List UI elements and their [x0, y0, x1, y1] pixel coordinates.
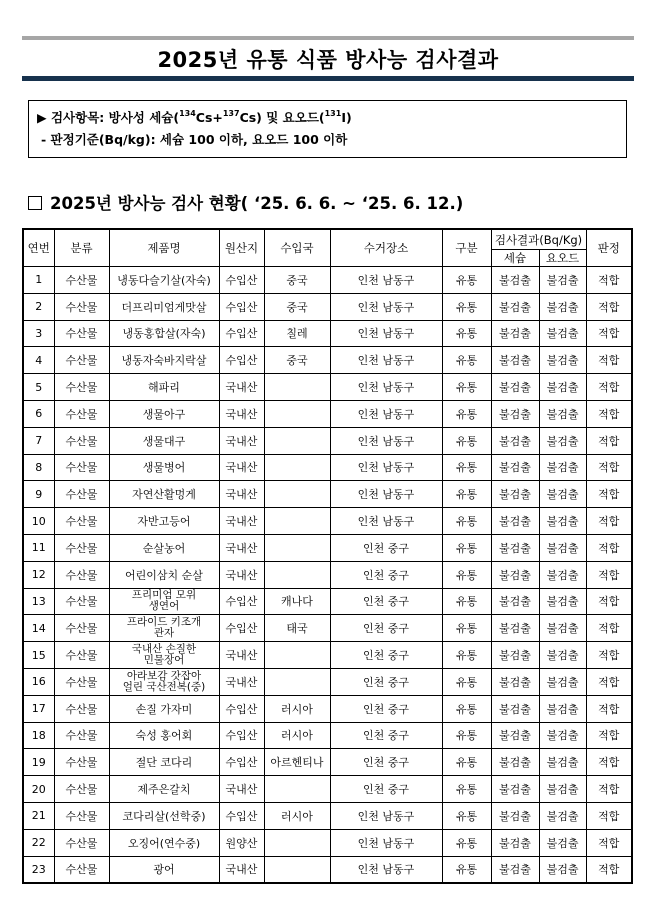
row-iodine: 불검출: [539, 695, 586, 722]
row-verdict: 적합: [586, 856, 632, 883]
row-origin: 국내산: [219, 642, 264, 669]
table-row: [23, 668, 632, 695]
row-no: 6: [23, 400, 54, 427]
row-product: 오징어(연수중): [109, 829, 219, 856]
section-heading: [28, 190, 463, 214]
row-verdict: 적합: [586, 267, 632, 294]
row-iodine: 불검출: [539, 642, 586, 669]
row-import-country: 아르헨티나: [264, 749, 330, 776]
row-category: 수산물: [54, 588, 109, 615]
row-origin: 국내산: [219, 668, 264, 695]
row-cesium: 불검출: [491, 320, 539, 347]
table-row: [23, 776, 632, 803]
table-row: [23, 695, 632, 722]
row-iodine: 불검출: [539, 400, 586, 427]
row-verdict: 적합: [586, 615, 632, 642]
row-no: 16: [23, 668, 54, 695]
row-no: 13: [23, 588, 54, 615]
row-import-country: 칠레: [264, 320, 330, 347]
row-verdict: 적합: [586, 481, 632, 508]
row-import-country: [264, 776, 330, 803]
row-type: 유통: [442, 856, 491, 883]
test-items-line: [37, 107, 626, 129]
row-iodine: 불검출: [539, 615, 586, 642]
row-iodine: 불검출: [539, 668, 586, 695]
header-import-country: 수입국: [264, 229, 330, 267]
row-type: 유통: [442, 642, 491, 669]
row-cesium: 불검출: [491, 561, 539, 588]
row-iodine: 불검출: [539, 722, 586, 749]
row-verdict: 적합: [586, 722, 632, 749]
row-import-country: [264, 561, 330, 588]
row-product: 자반고등어: [109, 508, 219, 535]
row-verdict: 적합: [586, 749, 632, 776]
row-location: 인천 중구: [330, 695, 442, 722]
row-type: 유통: [442, 400, 491, 427]
row-verdict: 적합: [586, 508, 632, 535]
row-category: 수산물: [54, 802, 109, 829]
row-import-country: 중국: [264, 293, 330, 320]
row-location: 인천 중구: [330, 642, 442, 669]
row-product: 손질 가자미: [109, 695, 219, 722]
row-iodine: 불검출: [539, 776, 586, 803]
row-category: 수산물: [54, 615, 109, 642]
row-iodine: 불검출: [539, 829, 586, 856]
row-product: 아라보감 갓잡아 얼린 국산전복(중): [109, 668, 219, 695]
test-items-text: ▶ 검사항목: 방사성 세슘(: [37, 110, 180, 125]
row-import-country: [264, 642, 330, 669]
title-bottom-rule: [22, 76, 634, 81]
title-top-rule: [22, 36, 634, 40]
row-location: 인천 중구: [330, 534, 442, 561]
row-location: 인천 남동구: [330, 293, 442, 320]
row-no: 23: [23, 856, 54, 883]
row-type: 유통: [442, 829, 491, 856]
row-origin: 수입산: [219, 802, 264, 829]
row-category: 수산물: [54, 454, 109, 481]
row-origin: 수입산: [219, 267, 264, 294]
row-no: 22: [23, 829, 54, 856]
row-origin: 국내산: [219, 534, 264, 561]
row-origin: 수입산: [219, 615, 264, 642]
row-iodine: 불검출: [539, 561, 586, 588]
row-location: 인천 중구: [330, 776, 442, 803]
row-type: 유통: [442, 293, 491, 320]
cs-text: Cs+: [195, 110, 223, 125]
row-no: 2: [23, 293, 54, 320]
row-type: 유통: [442, 668, 491, 695]
row-category: 수산물: [54, 749, 109, 776]
row-no: 3: [23, 320, 54, 347]
row-category: 수산물: [54, 427, 109, 454]
row-verdict: 적합: [586, 561, 632, 588]
row-cesium: 불검출: [491, 802, 539, 829]
row-category: 수산물: [54, 722, 109, 749]
row-origin: 국내산: [219, 856, 264, 883]
row-import-country: [264, 856, 330, 883]
row-location: 인천 남동구: [330, 320, 442, 347]
row-iodine: 불검출: [539, 267, 586, 294]
row-product: 생물아구: [109, 400, 219, 427]
row-verdict: 적합: [586, 588, 632, 615]
criteria-line: - 판정기준(Bq/kg): 세슘 100 이하, 요오드 100 이하: [41, 132, 348, 147]
table-row: [23, 267, 632, 294]
table-row: [23, 749, 632, 776]
row-import-country: [264, 534, 330, 561]
row-no: 11: [23, 534, 54, 561]
row-iodine: 불검출: [539, 749, 586, 776]
row-type: 유통: [442, 695, 491, 722]
row-product: 숙성 홍어회: [109, 722, 219, 749]
row-origin: 수입산: [219, 722, 264, 749]
table-row: [23, 454, 632, 481]
row-category: 수산물: [54, 374, 109, 401]
row-no: 9: [23, 481, 54, 508]
row-iodine: 불검출: [539, 588, 586, 615]
row-cesium: 불검출: [491, 722, 539, 749]
row-import-country: 태국: [264, 615, 330, 642]
table-row: [23, 481, 632, 508]
table-row: [23, 427, 632, 454]
row-location: 인천 중구: [330, 615, 442, 642]
table-row: [23, 534, 632, 561]
row-origin: 국내산: [219, 454, 264, 481]
row-import-country: [264, 374, 330, 401]
row-origin: 수입산: [219, 293, 264, 320]
row-type: 유통: [442, 320, 491, 347]
row-no: 7: [23, 427, 54, 454]
row-location: 인천 남동구: [330, 400, 442, 427]
row-category: 수산물: [54, 534, 109, 561]
table-row: [23, 400, 632, 427]
row-origin: 국내산: [219, 374, 264, 401]
row-no: 14: [23, 615, 54, 642]
table-row: [23, 588, 632, 615]
row-iodine: 불검출: [539, 856, 586, 883]
row-product: 냉동홍합살(자숙): [109, 320, 219, 347]
row-product: 냉동다슬기살(자숙): [109, 267, 219, 294]
row-no: 1: [23, 267, 54, 294]
row-iodine: 불검출: [539, 454, 586, 481]
row-location: 인천 남동구: [330, 829, 442, 856]
row-origin: 국내산: [219, 481, 264, 508]
row-no: 5: [23, 374, 54, 401]
row-origin: 수입산: [219, 749, 264, 776]
row-category: 수산물: [54, 856, 109, 883]
header-location: 수거장소: [330, 229, 442, 267]
row-location: 인천 중구: [330, 668, 442, 695]
row-verdict: 적합: [586, 400, 632, 427]
row-location: 인천 중구: [330, 588, 442, 615]
page-title: 2025년 유통 식품 방사능 검사결과: [157, 48, 499, 72]
row-cesium: 불검출: [491, 481, 539, 508]
row-iodine: 불검출: [539, 481, 586, 508]
row-location: 인천 남동구: [330, 856, 442, 883]
row-product: 생물병어: [109, 454, 219, 481]
row-type: 유통: [442, 374, 491, 401]
row-product: 냉동자숙바지락살: [109, 347, 219, 374]
row-location: 인천 남동구: [330, 481, 442, 508]
row-origin: 수입산: [219, 347, 264, 374]
row-type: 유통: [442, 508, 491, 535]
row-cesium: 불검출: [491, 454, 539, 481]
row-product: 절단 코다리: [109, 749, 219, 776]
row-product: 어린이삼치 순살: [109, 561, 219, 588]
table-row: [23, 508, 632, 535]
row-type: 유통: [442, 749, 491, 776]
row-cesium: 불검출: [491, 642, 539, 669]
row-product: 순살농어: [109, 534, 219, 561]
row-import-country: 러시아: [264, 722, 330, 749]
row-cesium: 불검출: [491, 293, 539, 320]
row-iodine: 불검출: [539, 802, 586, 829]
row-import-country: 중국: [264, 267, 330, 294]
row-verdict: 적합: [586, 293, 632, 320]
row-verdict: 적합: [586, 534, 632, 561]
criteria-box: [28, 100, 627, 158]
row-origin: 원양산: [219, 829, 264, 856]
row-no: 21: [23, 802, 54, 829]
row-no: 19: [23, 749, 54, 776]
row-origin: 국내산: [219, 776, 264, 803]
header-product: 제품명: [109, 229, 219, 267]
row-verdict: 적합: [586, 642, 632, 669]
row-product: 제주은갈치: [109, 776, 219, 803]
row-type: 유통: [442, 561, 491, 588]
row-product: 자연산활멍게: [109, 481, 219, 508]
row-origin: 수입산: [219, 588, 264, 615]
row-type: 유통: [442, 722, 491, 749]
row-type: 유통: [442, 427, 491, 454]
header-cesium: 세슘: [491, 250, 539, 267]
row-category: 수산물: [54, 642, 109, 669]
row-type: 유통: [442, 534, 491, 561]
row-category: 수산물: [54, 293, 109, 320]
row-verdict: 적합: [586, 668, 632, 695]
header-result-group: 검사결과(Bq/Kg): [491, 229, 586, 250]
row-category: 수산물: [54, 400, 109, 427]
row-type: 유통: [442, 802, 491, 829]
row-no: 15: [23, 642, 54, 669]
row-category: 수산물: [54, 776, 109, 803]
row-cesium: 불검출: [491, 776, 539, 803]
row-location: 인천 남동구: [330, 374, 442, 401]
row-category: 수산물: [54, 695, 109, 722]
row-verdict: 적합: [586, 454, 632, 481]
row-product: 국내산 손질한 민물장어: [109, 642, 219, 669]
table-row: [23, 722, 632, 749]
table-row: [23, 615, 632, 642]
row-location: 인천 남동구: [330, 802, 442, 829]
row-no: 18: [23, 722, 54, 749]
isotope-131: 131: [324, 108, 342, 118]
row-iodine: 불검출: [539, 427, 586, 454]
row-location: 인천 남동구: [330, 347, 442, 374]
row-location: 인천 중구: [330, 561, 442, 588]
header-verdict: 판정: [586, 229, 632, 267]
row-location: 인천 남동구: [330, 427, 442, 454]
row-category: 수산물: [54, 481, 109, 508]
row-product: 프라이드 키조개 관자: [109, 615, 219, 642]
row-no: 4: [23, 347, 54, 374]
row-cesium: 불검출: [491, 347, 539, 374]
row-type: 유통: [442, 481, 491, 508]
row-no: 8: [23, 454, 54, 481]
row-type: 유통: [442, 454, 491, 481]
row-import-country: 캐나다: [264, 588, 330, 615]
row-cesium: 불검출: [491, 668, 539, 695]
row-cesium: 불검출: [491, 856, 539, 883]
row-verdict: 적합: [586, 695, 632, 722]
row-type: 유통: [442, 588, 491, 615]
row-import-country: [264, 829, 330, 856]
row-location: 인천 중구: [330, 749, 442, 776]
row-iodine: 불검출: [539, 293, 586, 320]
row-cesium: 불검출: [491, 695, 539, 722]
row-origin: 수입산: [219, 695, 264, 722]
row-cesium: 불검출: [491, 427, 539, 454]
row-type: 유통: [442, 267, 491, 294]
iodine-end-text: I): [341, 110, 352, 125]
row-origin: 국내산: [219, 427, 264, 454]
table-row: [23, 561, 632, 588]
row-cesium: 불검출: [491, 374, 539, 401]
row-verdict: 적합: [586, 374, 632, 401]
row-verdict: 적합: [586, 320, 632, 347]
row-import-country: [264, 427, 330, 454]
row-import-country: 중국: [264, 347, 330, 374]
row-no: 17: [23, 695, 54, 722]
row-category: 수산물: [54, 561, 109, 588]
header-iodine: 요오드: [539, 250, 586, 267]
row-location: 인천 남동구: [330, 267, 442, 294]
row-import-country: 러시아: [264, 802, 330, 829]
row-type: 유통: [442, 347, 491, 374]
results-table: [22, 228, 633, 884]
row-no: 10: [23, 508, 54, 535]
row-product: 프리미엄 모위 생연어: [109, 588, 219, 615]
header-origin: 원산지: [219, 229, 264, 267]
header-category: 분류: [54, 229, 109, 267]
row-cesium: 불검출: [491, 615, 539, 642]
row-verdict: 적합: [586, 427, 632, 454]
row-category: 수산물: [54, 829, 109, 856]
row-location: 인천 남동구: [330, 508, 442, 535]
row-cesium: 불검출: [491, 749, 539, 776]
isotope-134: 134: [179, 108, 196, 118]
row-import-country: 러시아: [264, 695, 330, 722]
row-location: 인천 남동구: [330, 454, 442, 481]
row-import-country: [264, 668, 330, 695]
row-import-country: [264, 400, 330, 427]
row-no: 20: [23, 776, 54, 803]
table-row: [23, 293, 632, 320]
isotope-137: 137: [222, 108, 240, 118]
row-location: 인천 중구: [330, 722, 442, 749]
row-type: 유통: [442, 776, 491, 803]
row-origin: 국내산: [219, 508, 264, 535]
row-origin: 국내산: [219, 400, 264, 427]
row-verdict: 적합: [586, 776, 632, 803]
row-product: 생물대구: [109, 427, 219, 454]
table-row: [23, 856, 632, 883]
header-no: 연번: [23, 229, 54, 267]
row-import-country: [264, 508, 330, 535]
row-cesium: 불검출: [491, 267, 539, 294]
row-import-country: [264, 481, 330, 508]
row-category: 수산물: [54, 347, 109, 374]
row-product: 더프리미엄게맛살: [109, 293, 219, 320]
row-no: 12: [23, 561, 54, 588]
results-body: [23, 267, 632, 884]
row-cesium: 불검출: [491, 829, 539, 856]
section-title: 2025년 방사능 검사 현황( ‘25. 6. 6. ~ ‘25. 6. 12.): [50, 194, 464, 213]
row-origin: 국내산: [219, 561, 264, 588]
iodine-text: Cs) 및 요오드(: [239, 110, 325, 125]
row-category: 수산물: [54, 320, 109, 347]
row-iodine: 불검출: [539, 534, 586, 561]
row-product: 해파리: [109, 374, 219, 401]
row-cesium: 불검출: [491, 400, 539, 427]
row-product: 코다리살(선학중): [109, 802, 219, 829]
row-product: 광어: [109, 856, 219, 883]
table-row: [23, 320, 632, 347]
row-category: 수산물: [54, 668, 109, 695]
row-verdict: 적합: [586, 829, 632, 856]
row-verdict: 적합: [586, 347, 632, 374]
row-verdict: 적합: [586, 802, 632, 829]
table-row: [23, 642, 632, 669]
row-cesium: 불검출: [491, 534, 539, 561]
row-origin: 수입산: [219, 320, 264, 347]
row-iodine: 불검출: [539, 374, 586, 401]
checkbox-icon: [28, 196, 42, 210]
row-iodine: 불검출: [539, 320, 586, 347]
table-row: [23, 347, 632, 374]
table-row: [23, 374, 632, 401]
row-category: 수산물: [54, 508, 109, 535]
row-iodine: 불검출: [539, 508, 586, 535]
row-import-country: [264, 454, 330, 481]
table-row: [23, 829, 632, 856]
row-cesium: 불검출: [491, 508, 539, 535]
row-category: 수산물: [54, 267, 109, 294]
table-row: [23, 802, 632, 829]
row-type: 유통: [442, 615, 491, 642]
row-cesium: 불검출: [491, 588, 539, 615]
header-type: 구분: [442, 229, 491, 267]
row-iodine: 불검출: [539, 347, 586, 374]
